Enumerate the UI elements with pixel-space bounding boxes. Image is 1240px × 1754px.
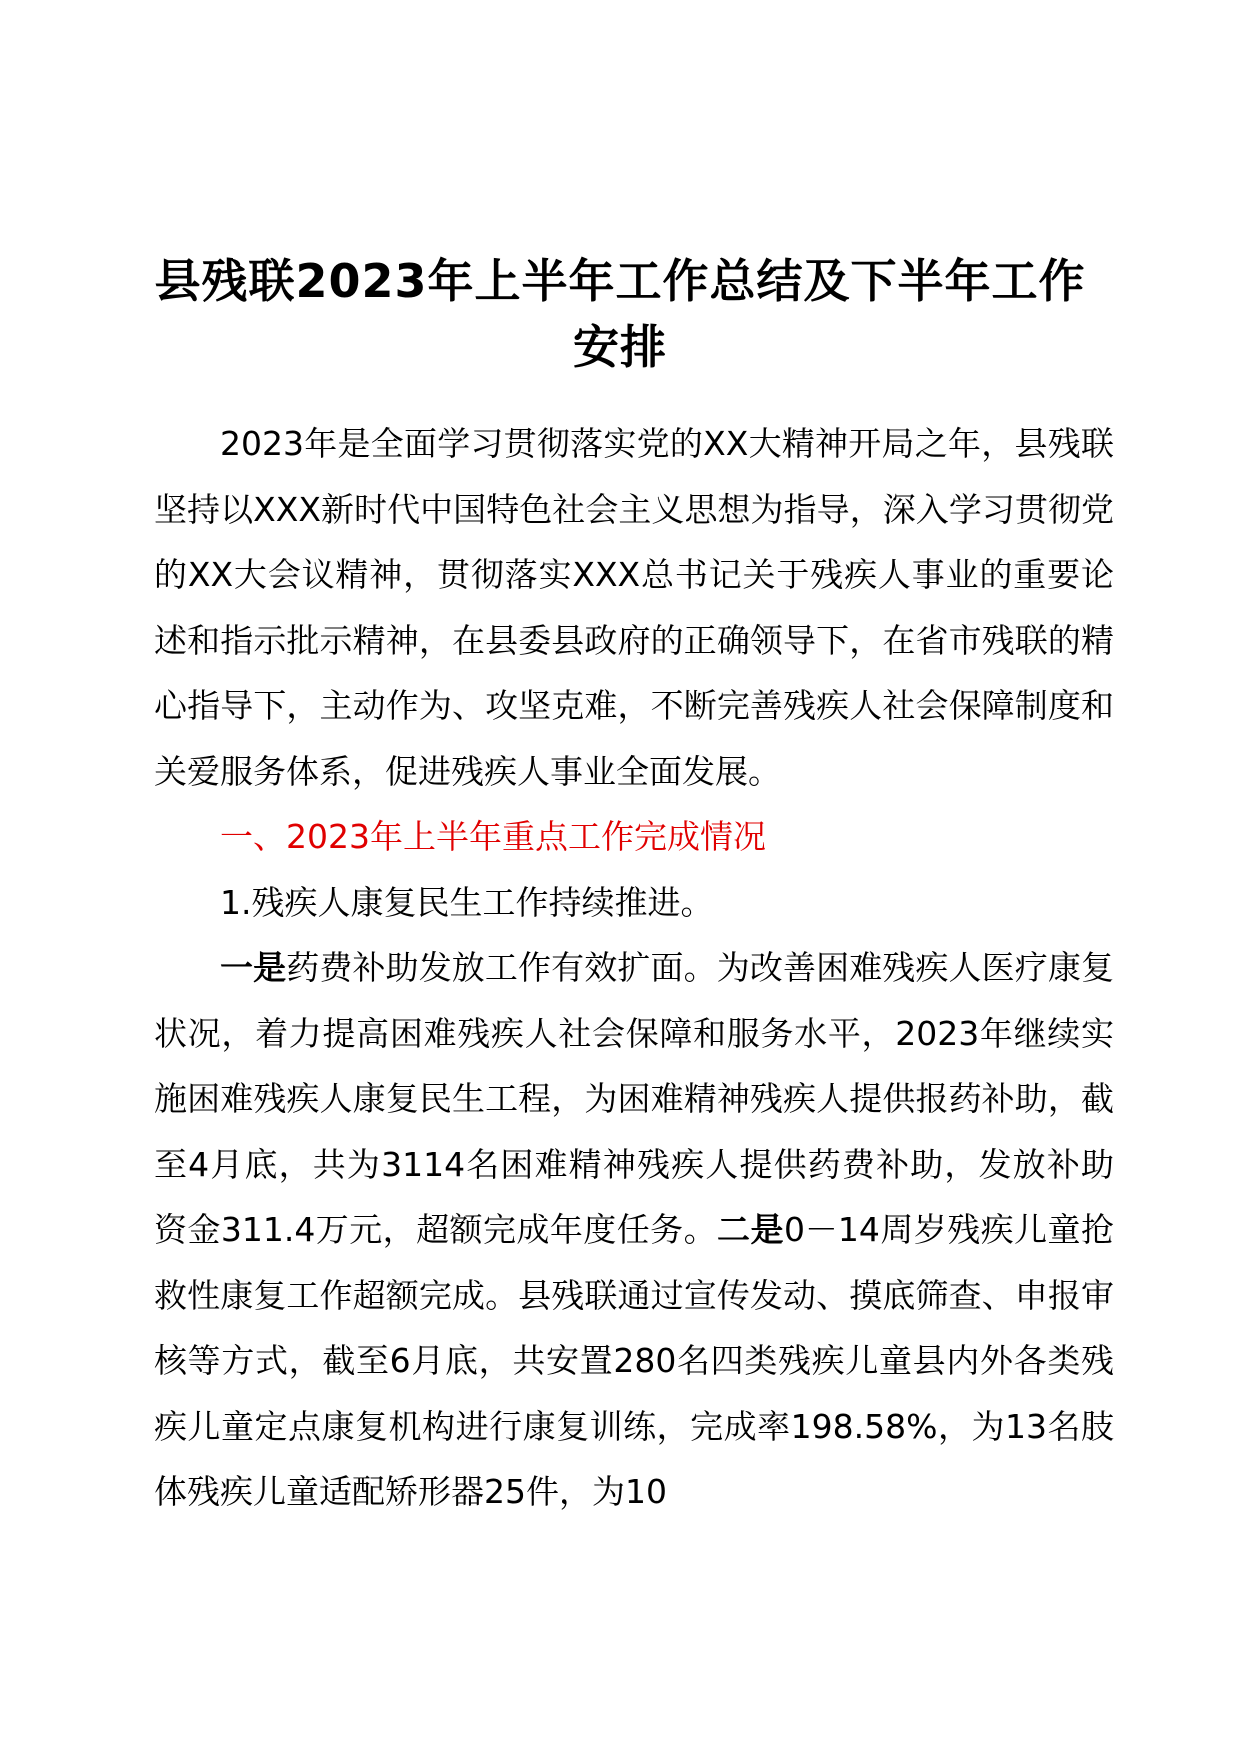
subheading-1: 1.残疾人康复民生工作持续推进。 (220, 882, 714, 922)
document-body (154, 411, 1114, 1525)
document-title (120, 248, 1120, 380)
intro-paragraph: 2023年是全面学习贯彻落实党的XX大精神开局之年，县残联坚持以XXX新时代中国特色社会主义思想为指导，深入学习贯彻党的XX大会议精神，贯彻落实XXX总书记关于残疾人事业的重要论述和指示批示精神，在县委县政府的正确领导下，在省市残联的精心指导下，主动作为、攻坚克难，不断完善残疾人社会保障制度和关爱服务体系，促进残疾人事业全面发展。 (154, 424, 1114, 791)
paragraph-1-text: 药费补助发放工作有效扩面。为改善困难残疾人医疗康复状况，着力提高困难残疾人社会保障和服务水平，2023年继续实施困难残疾人康复民生工程，为困难精神残疾人提供报药补助，截至4月底，共为3114名困难精神残疾人提供药费补助，发放补助资金311.4万元，超额完成年度任务。 (154, 948, 1115, 1249)
paragraph-1-lead: 一是 (220, 948, 287, 987)
title-line-1: 县残联2023年上半年工作总结及下半年工作 (154, 254, 1086, 308)
paragraph-1 (154, 935, 1114, 1525)
paragraph-1-text-2: 0－14周岁残疾儿童抢救性康复工作超额完成。县残联通过宣传发动、摸底筛查、申报审核等方式，截至6月底，共安置280名四类残疾儿童县内外各类残疾儿童定点康复机构进行康复训练，完成率198.58%，为13名肢体残疾儿童适配矫形器25件，为10 (154, 1210, 1114, 1511)
title-line-2: 安排 (573, 320, 667, 374)
section-heading: 一、2023年上半年重点工作完成情况 (220, 817, 766, 856)
paragraph-1-lead-2: 二是 (717, 1210, 784, 1249)
